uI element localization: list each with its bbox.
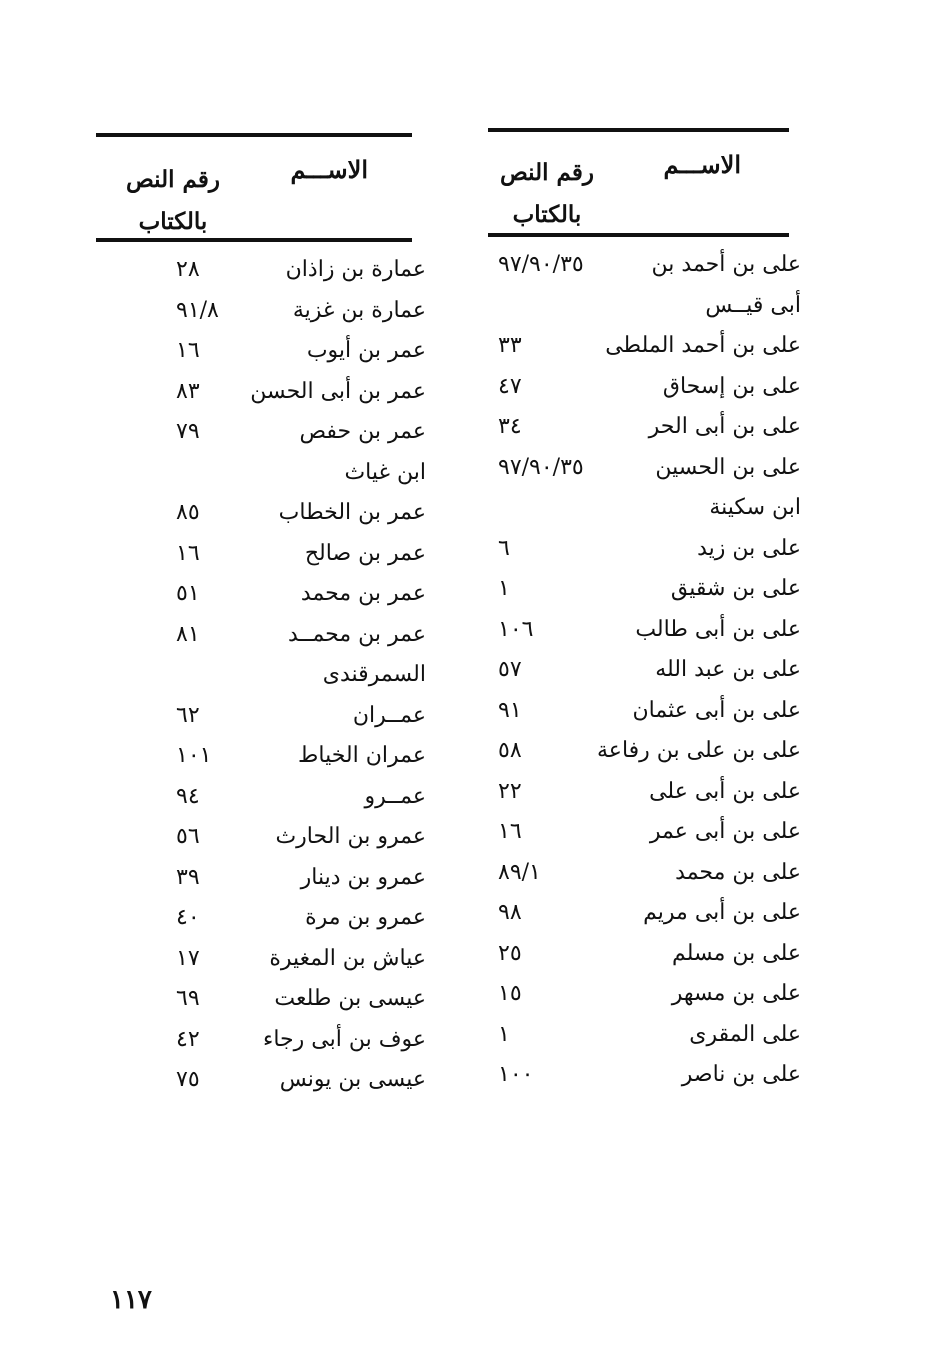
index-entry [488,529,801,570]
page-number: ١١٧ [110,1285,152,1315]
entry-text-number: ٥٧ [498,657,522,682]
entry-name: عمرو بن الحارث [275,824,426,849]
index-entry [488,731,801,772]
entry-name: عمارة بن غزية [292,297,426,323]
index-entry [488,610,801,651]
entry-text-number: ٨٩/١ [498,859,541,885]
entry-name: على بن أبى الحر [648,414,801,439]
entry-list-left [96,250,426,1101]
entry-name: عمر بن أبى الحسن [250,378,426,404]
entry-text-number: ١٠٦ [498,616,534,642]
entry-name: على بن ناصر [681,1062,801,1087]
entry-text-number: ٩٧/٩٠/٣٥ [498,252,584,277]
entry-name: عمرو بن مرة [305,905,426,930]
entry-text-number: ١٦ [498,819,522,844]
entry-name: على بن إسحاق [662,373,801,399]
entry-text-number: ٩٧/٩٠/٣٥ [498,454,584,480]
index-entry [488,448,801,489]
entry-name: عمر بن محمــد [288,621,426,647]
index-entry [488,691,801,732]
entry-text-number: ٨٥ [176,500,200,525]
index-entry [488,772,801,813]
index-entry [488,650,801,691]
entry-name: على بن على بن رفاعة [597,738,801,763]
entry-text-number: ١٠٠ [498,1062,534,1087]
index-entry [488,569,801,610]
entry-name: عياش بن المغيرة [269,945,426,971]
entry-list-right [488,245,801,1096]
entry-name: عمارة بن زاذان [285,257,426,282]
entry-text-number: ٣٣ [498,333,522,358]
entry-name: عمر بن حفص [299,419,426,444]
entry-name: عمــران [352,702,426,728]
entry-text-number: ١٦ [176,338,200,363]
entry-text-number: ٩٨ [498,900,522,925]
index-entry [96,493,426,534]
entry-text-number: ٨٣ [176,378,200,404]
entry-text-number: ٩١/٨ [176,297,219,323]
entry-text-number: ٤٢ [176,1026,200,1052]
index-entry [96,534,426,575]
entry-text-number: ٣٤ [498,414,522,439]
name-column-header: الاســـم [290,155,368,184]
entry-text-number: ٦٩ [176,986,200,1011]
index-entry [96,291,426,332]
entry-name: على بن مسهر [671,981,801,1006]
index-entry [96,655,426,696]
index-entry [96,939,426,980]
entry-text-number: ٢٨ [176,257,200,282]
index-entry [96,453,426,494]
index-entry [96,1020,426,1061]
index-entry [488,853,801,894]
entry-text-number: ٧٥ [176,1067,200,1092]
entry-name: على بن عبد الله [655,657,801,682]
index-entry [488,245,801,286]
entry-text-number: ١٠١ [176,743,212,768]
number-header-line1: رقم النص [126,166,220,193]
entry-name: على بن الحسين [655,454,801,480]
entry-text-number: ٦٢ [176,702,200,728]
entry-name: عمــرو [364,783,426,809]
entry-name: على بن محمد [675,859,801,885]
index-entry [96,412,426,453]
index-entry [488,367,801,408]
index-entry [488,1055,801,1096]
entry-text-number: ٣٩ [176,864,200,890]
entry-text-number: ٨١ [176,621,200,647]
index-entry [96,696,426,737]
entry-name: أبى قيــس [705,292,801,318]
entry-text-number: ٤٠ [176,905,200,930]
index-entry [488,326,801,367]
entry-name: على المقرى [689,1021,801,1047]
entry-name: على بن شقيق [670,576,801,601]
index-entry [96,777,426,818]
entry-name: عيسى بن طلعت [274,986,426,1011]
entry-text-number: ٢٥ [498,940,522,966]
index-entry [96,858,426,899]
index-entry [488,934,801,975]
entry-name: عمر بن محمد [300,581,426,606]
entry-name: عمر بن صالح [304,540,426,566]
entry-text-number: ١ [498,1021,510,1047]
number-header-line1: رقم النص [500,159,594,186]
column-header [96,137,412,238]
index-entry [488,1015,801,1056]
entry-name: عمر بن أيوب [306,338,426,363]
column-header [488,132,789,233]
number-header-line2: بالكتاب [138,208,208,235]
entry-name: عمران الخياط [298,743,426,768]
index-entry [96,615,426,656]
index-entry [96,250,426,291]
entry-text-number: ٧٩ [176,419,200,444]
entry-text-number: ٥٨ [498,738,522,763]
entry-name: ابن سكينة [709,495,801,520]
index-entry [488,812,801,853]
entry-name: عمر بن الخطاب [278,500,426,525]
entry-name: عمرو بن دينار [300,864,426,890]
entry-text-number: ١٧ [176,945,200,971]
index-entry [488,488,801,529]
entry-text-number: ١٥ [498,981,522,1006]
entry-name: عوف بن أبى رجاء [263,1026,426,1052]
index-entry [96,331,426,372]
index-entry [488,893,801,934]
entry-name: على بن أحمد الملطى [605,333,801,358]
entry-text-number: ١ [498,576,510,601]
entry-text-number: ٩١ [498,697,522,723]
entry-text-number: ٦ [498,535,510,561]
index-entry [488,286,801,327]
entry-text-number: ٢٢ [498,778,522,804]
entry-name: على بن أحمد بن [651,252,801,277]
index-entry [96,1060,426,1101]
entry-name: على بن مسلم [672,940,801,966]
index-column-left [96,133,426,1101]
entry-text-number: ٤٧ [498,373,522,399]
number-header-line2: بالكتاب [512,201,582,228]
number-column-header [500,152,594,236]
index-column-right [488,128,801,1096]
entry-name: على بن أبى عمر [649,819,801,844]
entry-text-number: ٩٤ [176,783,200,809]
entry-name: على بن زيد [697,535,801,561]
entry-name: على بن أبى على [649,778,801,804]
entry-name: على بن أبى عثمان [632,697,801,723]
entry-name: السمرقندى [322,662,426,687]
entry-name: على بن أبى مريم [643,900,801,925]
index-entry [488,407,801,448]
entry-text-number: ٥٦ [176,824,200,849]
entry-text-number: ١٦ [176,540,200,566]
index-entry [96,736,426,777]
index-entry [96,898,426,939]
index-entry [96,372,426,413]
index-entry [96,979,426,1020]
number-column-header [126,159,220,243]
entry-text-number: ٥١ [176,581,200,606]
entry-name: عيسى بن يونس [279,1067,426,1092]
entry-name: على بن أبى طالب [635,616,801,642]
index-entry [96,574,426,615]
name-column-header: الاســـم [663,150,741,179]
index-entry [488,974,801,1015]
index-entry [96,817,426,858]
entry-name: ابن غياث [344,459,426,485]
